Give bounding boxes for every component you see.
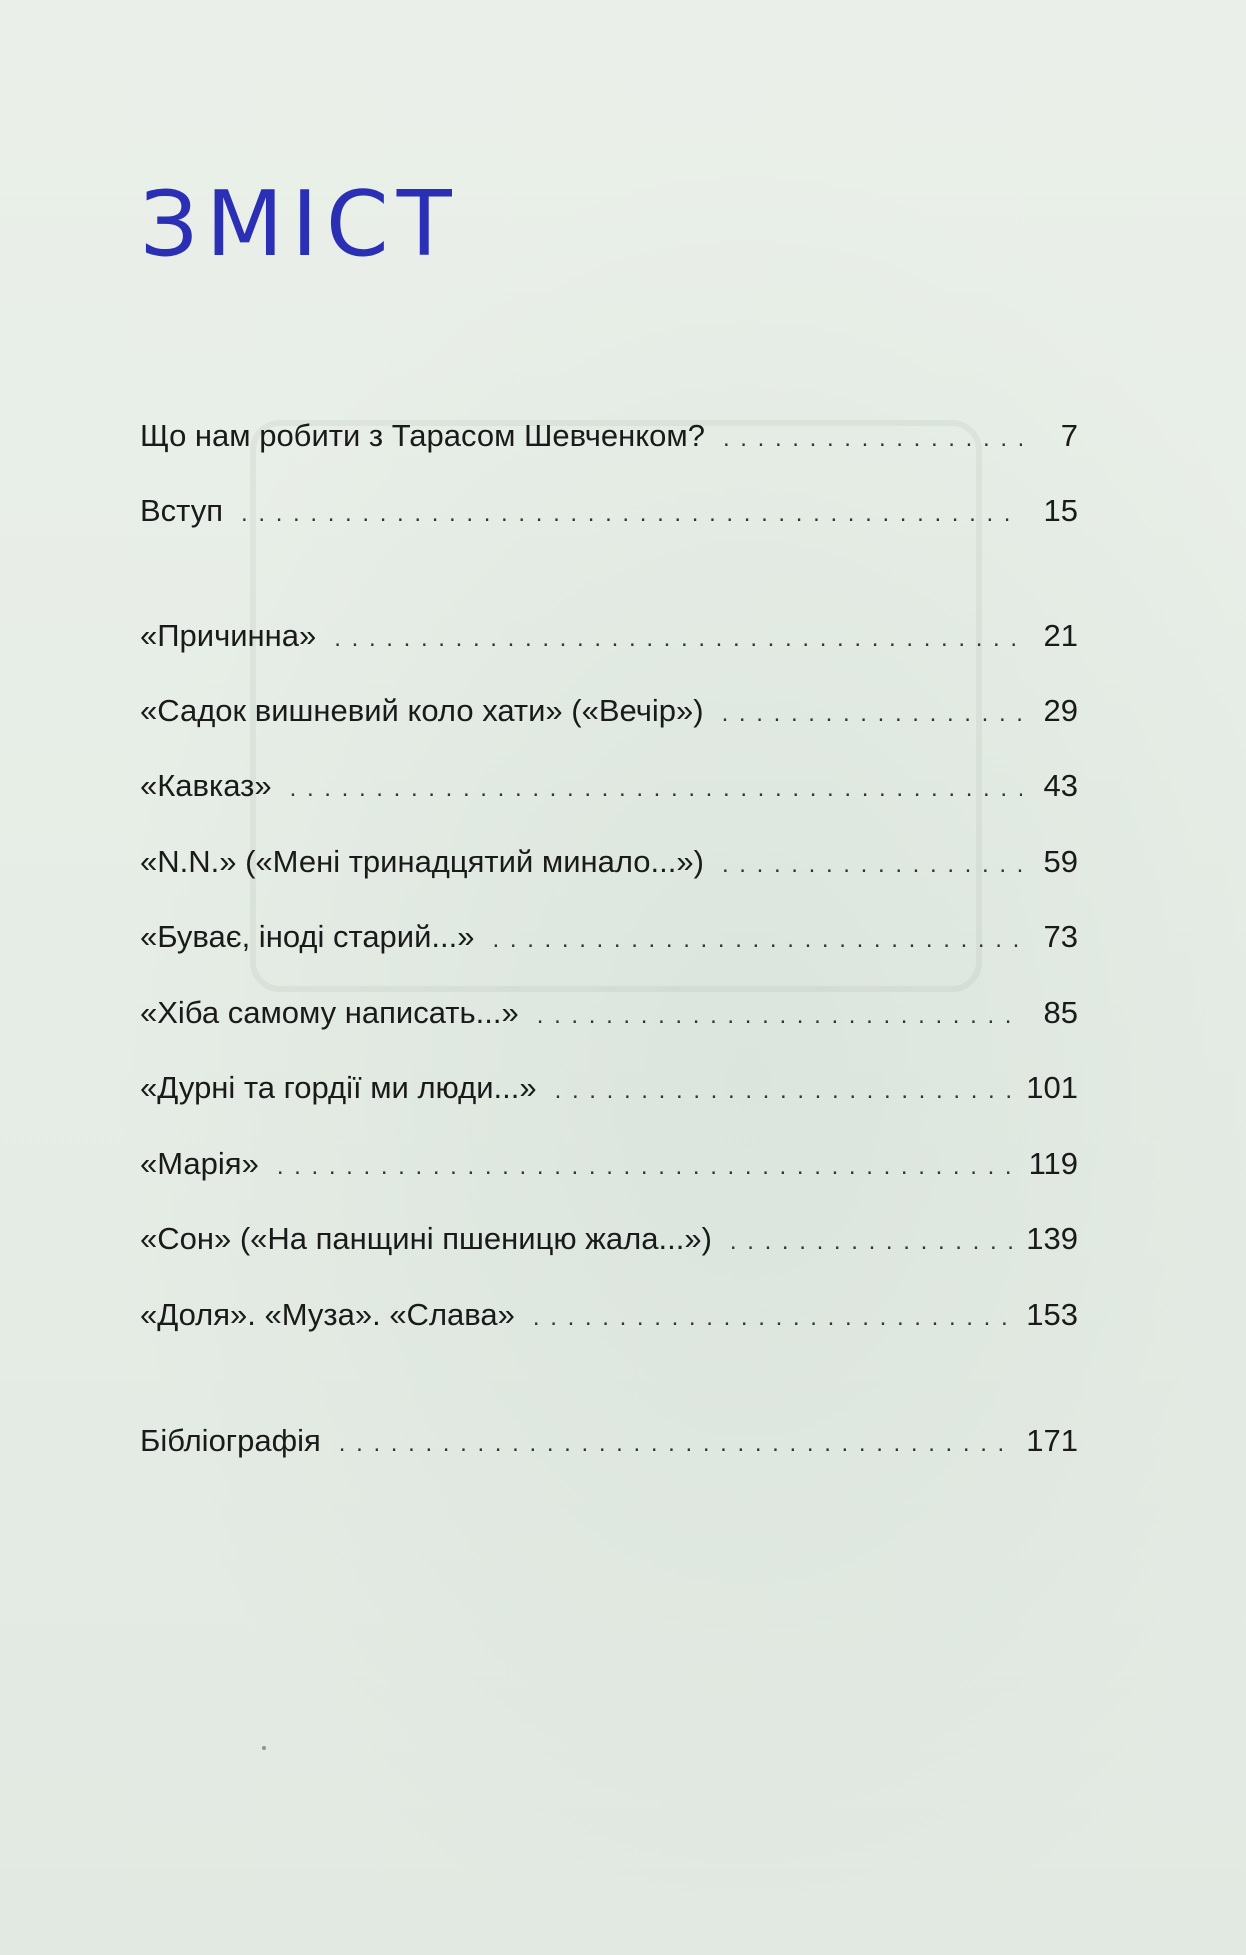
toc-entry-title: «Кавказ» xyxy=(140,768,272,803)
toc-leader-dots xyxy=(533,1296,1012,1340)
toc-leader-dots xyxy=(241,492,1022,536)
toc-leader-dots xyxy=(537,994,1022,1038)
toc-leader-dots xyxy=(290,767,1022,811)
toc-entry-page: 15 xyxy=(1043,493,1078,528)
toc-entry xyxy=(140,1217,1078,1261)
toc-entry-title: Вступ xyxy=(140,493,224,528)
toc-entry-page: 85 xyxy=(1043,995,1078,1030)
toc-entry-title: «Буває, іноді старий...» xyxy=(140,919,475,954)
paper-speck xyxy=(262,1746,266,1750)
toc-entry-page: 101 xyxy=(1026,1070,1078,1105)
toc-entry-page: 73 xyxy=(1043,919,1078,954)
toc-entry-page: 29 xyxy=(1043,693,1078,728)
toc-leader-dots xyxy=(493,918,1022,962)
toc-entry-title: «N.N.» («Мені тринадцятий минало...») xyxy=(140,844,704,879)
toc-entry-title: «Садок вишневий коло хати» («Вечір») xyxy=(140,693,704,728)
toc-leader-dots xyxy=(334,617,1022,661)
toc-entry-title: Що нам робити з Тарасом Шевченком? xyxy=(140,418,705,453)
toc-entry-page: 59 xyxy=(1043,844,1078,879)
toc-entry xyxy=(140,689,1078,733)
toc-entry-page: 119 xyxy=(1028,1146,1078,1181)
toc-entry xyxy=(140,614,1078,658)
toc-entry-page: 171 xyxy=(1026,1423,1078,1458)
toc-leader-dots xyxy=(723,417,1022,461)
toc-entry-page: 7 xyxy=(1060,418,1078,453)
toc-entry xyxy=(140,1419,1078,1463)
toc-entry-title: Бібліографія xyxy=(140,1423,321,1458)
toc-entry xyxy=(140,489,1078,533)
toc-entry-page: 153 xyxy=(1026,1297,1078,1332)
toc-leader-dots xyxy=(722,843,1022,887)
toc-entry xyxy=(140,764,1078,808)
toc-leader-dots xyxy=(339,1422,1012,1466)
toc-entry-title: «Причинна» xyxy=(140,618,317,653)
toc-entry-page: 43 xyxy=(1043,768,1078,803)
toc-leader-dots xyxy=(277,1145,1015,1189)
toc-leader-dots xyxy=(555,1069,1013,1113)
toc-entry xyxy=(140,840,1078,884)
toc-entry-page: 139 xyxy=(1026,1221,1078,1256)
toc-leader-dots xyxy=(730,1220,1012,1264)
toc-entry xyxy=(140,1066,1078,1110)
toc-entry-page: 21 xyxy=(1043,618,1078,653)
toc-entry xyxy=(140,915,1078,959)
toc-entry-title: «Марія» xyxy=(140,1146,259,1181)
toc-entry xyxy=(140,414,1078,458)
toc-entry xyxy=(140,1142,1078,1186)
toc-entry xyxy=(140,991,1078,1035)
toc-entry-title: «Дурні та гордії ми люди...» xyxy=(140,1070,537,1105)
toc-entry xyxy=(140,1293,1078,1337)
toc-entry-title: «Хіба самому написать...» xyxy=(140,995,519,1030)
toc-leader-dots xyxy=(722,692,1022,736)
page-title: ЗМІСТ xyxy=(140,172,460,277)
toc-entry-title: «Доля». «Муза». «Слава» xyxy=(140,1297,515,1332)
toc-entry-title: «Сон» («На панщині пшеницю жала...») xyxy=(140,1221,712,1256)
